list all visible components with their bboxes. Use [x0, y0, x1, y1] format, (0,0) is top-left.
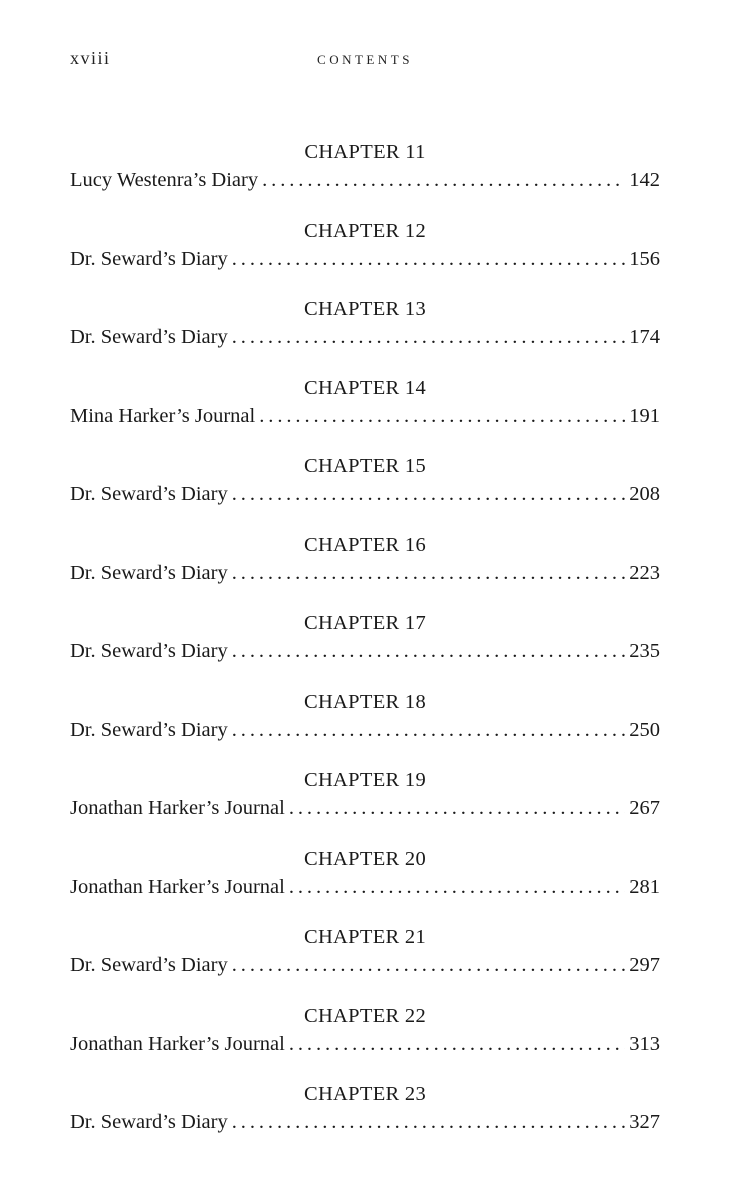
page-number: 313 [629, 1032, 660, 1055]
page-number: 235 [629, 640, 660, 662]
toc-line [70, 873, 660, 901]
page-number: 208 [629, 483, 660, 505]
chapter-heading: CHAPTER 15 [303, 455, 427, 477]
running-head [0, 48, 730, 74]
toc-entry [70, 688, 660, 767]
toc-entry [70, 609, 660, 688]
dot-leader [232, 245, 626, 273]
toc-line [70, 480, 660, 508]
entry-title: Dr. Seward’s Diary [70, 483, 228, 505]
page-number: 327 [629, 1111, 660, 1133]
dot-leader [232, 637, 626, 665]
chapter-heading: CHAPTER 16 [303, 533, 427, 556]
dot-leader [289, 1030, 625, 1058]
toc-entry [70, 923, 660, 1002]
page-number: 223 [629, 561, 660, 584]
page-folio: xviii [70, 48, 111, 68]
chapter-heading: CHAPTER 13 [303, 298, 427, 320]
entry-title: Lucy Westenra’s Diary [70, 169, 259, 191]
dot-leader [289, 794, 625, 822]
dot-leader [232, 716, 626, 744]
chapter-heading: CHAPTER 12 [303, 219, 427, 242]
chapter-heading: CHAPTER 14 [303, 376, 427, 399]
entry-title: Dr. Seward’s Diary [70, 561, 228, 584]
entry-title: Jonathan Harker’s Journal [70, 875, 285, 898]
toc-entry [70, 766, 660, 845]
entry-title: Dr. Seward’s Diary [70, 326, 228, 348]
entry-title: Mina Harker’s Journal [70, 404, 256, 427]
dot-leader [259, 402, 625, 430]
chapter-heading: CHAPTER 22 [303, 1004, 427, 1027]
entry-title: Dr. Seward’s Diary [70, 247, 228, 270]
page-number: 267 [629, 797, 660, 819]
toc-entry [70, 845, 660, 924]
entry-title: Dr. Seward’s Diary [70, 718, 228, 741]
chapter-heading: CHAPTER 11 [304, 141, 426, 163]
toc-line [70, 402, 660, 430]
entry-title: Jonathan Harker’s Journal [70, 797, 285, 819]
toc-line [70, 794, 660, 822]
running-title: CONTENTS [317, 52, 413, 67]
page-number: 156 [629, 247, 660, 270]
dot-leader [232, 951, 626, 979]
dot-leader [289, 873, 625, 901]
entry-title: Dr. Seward’s Diary [70, 640, 228, 662]
dot-leader [232, 1108, 626, 1136]
entry-title: Jonathan Harker’s Journal [70, 1032, 285, 1055]
page-number: 174 [629, 326, 660, 348]
chapter-heading: CHAPTER 17 [303, 612, 427, 634]
entry-title: Dr. Seward’s Diary [70, 1111, 228, 1133]
page-number: 142 [629, 169, 660, 191]
toc-entry [70, 374, 660, 453]
dot-leader [232, 323, 626, 351]
toc-entry [70, 1080, 660, 1159]
toc-line [70, 245, 660, 273]
dot-leader [262, 166, 625, 194]
table-of-contents [70, 138, 660, 1159]
chapter-heading: CHAPTER 23 [303, 1083, 427, 1105]
dot-leader [232, 480, 626, 508]
chapter-heading: CHAPTER 21 [303, 926, 427, 948]
toc-entry [70, 452, 660, 531]
page-number: 281 [629, 875, 660, 898]
page-number: 250 [629, 718, 660, 741]
entry-title: Dr. Seward’s Diary [70, 954, 228, 976]
chapter-heading: CHAPTER 18 [303, 690, 427, 713]
toc-line [70, 1030, 660, 1058]
toc-entry [70, 1002, 660, 1081]
toc-line [70, 559, 660, 587]
toc-line [70, 716, 660, 744]
toc-entry [70, 138, 660, 217]
toc-line [70, 1108, 660, 1136]
chapter-heading: CHAPTER 19 [303, 769, 427, 791]
page-number: 191 [629, 404, 660, 427]
toc-line [70, 951, 660, 979]
toc-line [70, 637, 660, 665]
dot-leader [232, 559, 626, 587]
toc-entry [70, 295, 660, 374]
chapter-heading: CHAPTER 20 [303, 847, 427, 870]
toc-entry [70, 531, 660, 610]
toc-entry [70, 217, 660, 296]
toc-line [70, 323, 660, 351]
page-number: 297 [629, 954, 660, 976]
toc-line [70, 166, 660, 194]
